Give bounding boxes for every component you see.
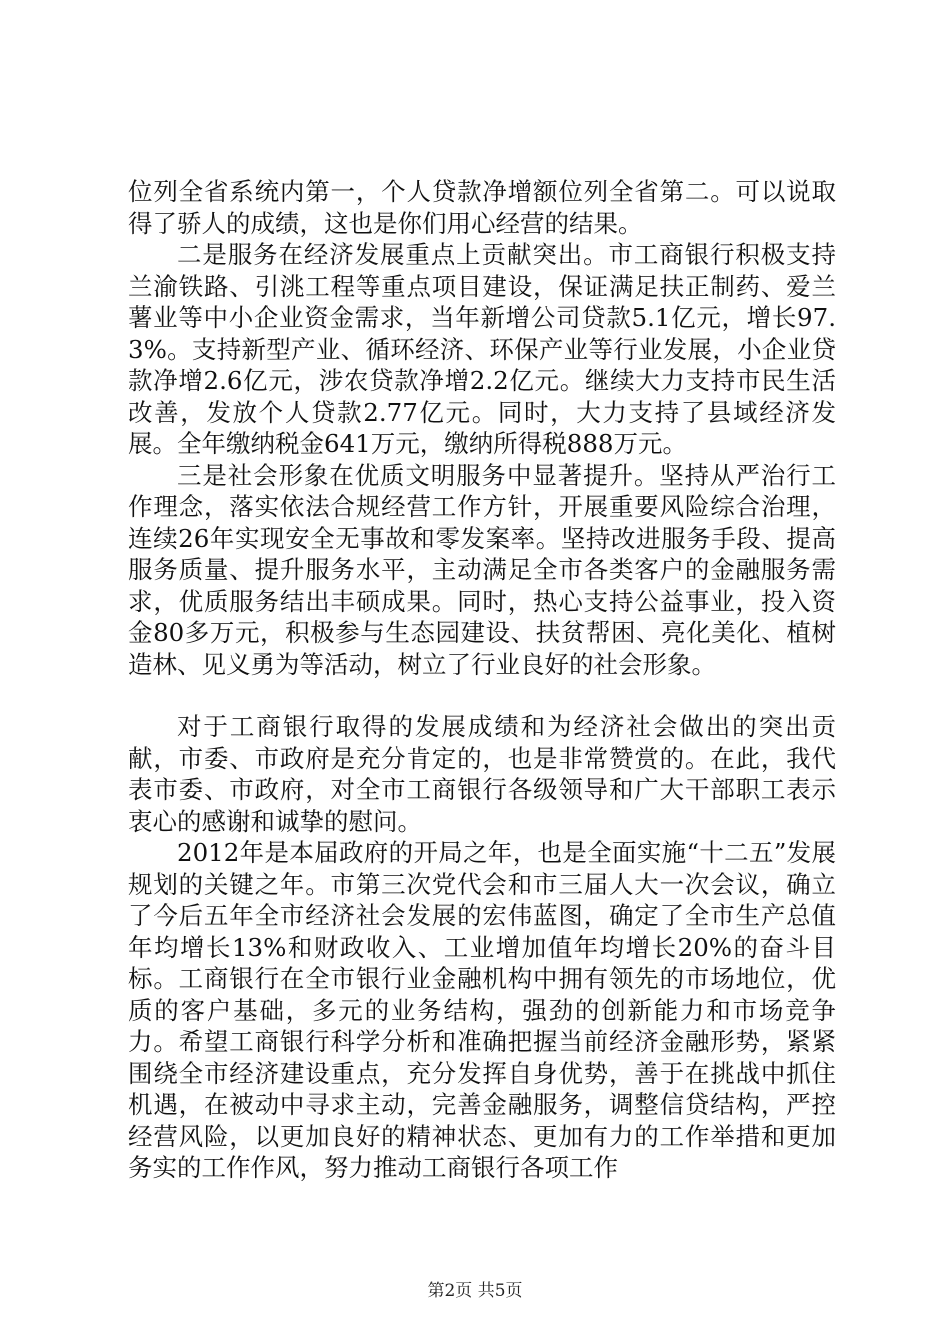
paragraph-appreciation: 对于工商银行取得的发展成绩和为经济社会做出的突出贡献，市委、市政府是充分肯定的，也是非常赞赏的。在此，我代表市委、市政府，对全市工商银行各级领导和广大干部职工表示衷心的感谢和诚挚的慰问。 — [128, 712, 836, 836]
paragraph-continuation: 位列全省系统内第一，个人贷款净增额位列全省第二。可以说取得了骄人的成绩，这也是你们用心经营的结果。 — [128, 177, 836, 238]
paragraph-social-image: 三是社会形象在优质文明服务中显著提升。坚持从严治行工作理念，落实依法合规经营工作方针，开展重要风险综合治理，连续26年实现安全无事故和零发案率。坚持改进服务手段、提高服务质量、提升服务水平，主动满足全市各类客户的金融服务需求，优质服务结出丰硕成果。同时，热心支持公益事业，投入资金80多万元，积极参与生态园建设、扶贫帮困、亮化美化、植树造林、见义勇为等活动，树立了行业良好的社会形象。 — [128, 460, 836, 679]
paragraph-gap — [128, 680, 836, 711]
paragraph-2012-outlook: 2012年是本届政府的开局之年，也是全面实施“十二五”发展规划的关键之年。市第三次党代会和市三届人大一次会议，确立了今后五年全市经济社会发展的宏伟蓝图，确定了全市生产总值年均增长13%和财政收入、工业增加值年均增长20%的奋斗目标。工商银行在全市银行业金融机构中拥有领先的市场地位，优质的客户基础，多元的业务结构，强劲的创新能力和市场竞争力。希望工商银行科学分析和准确把握当前经济金融形势，紧紧围绕全市经济建设重点，充分发挥自身优势，善于在挑战中抓住机遇，在被动中寻求主动，完善金融服务，调整信贷结构，严控经营风险，以更加良好的精神状态、更加有力的工作举措和更加务实的工作作风，努力推动工商银行各项工作 — [128, 838, 836, 1182]
paragraph-service-contribution: 二是服务在经济发展重点上贡献突出。市工商银行积极支持兰渝铁路、引洮工程等重点项目建设，保证满足扶正制药、爱兰薯业等中小企业资金需求，当年新增公司贷款5.1亿元，增长97.3%。支持新型产业、循环经济、环保产业等行业发展，小企业贷款净增2.6亿元，涉农贷款净增2.2亿元。继续大力支持市民生活改善，发放个人贷款2.77亿元。同时，大力支持了县域经济发展。全年缴纳税金641万元，缴纳所得税888万元。 — [128, 240, 836, 458]
page-footer: 第2页 共5页 — [427, 1281, 523, 1301]
document-body — [128, 176, 836, 1184]
